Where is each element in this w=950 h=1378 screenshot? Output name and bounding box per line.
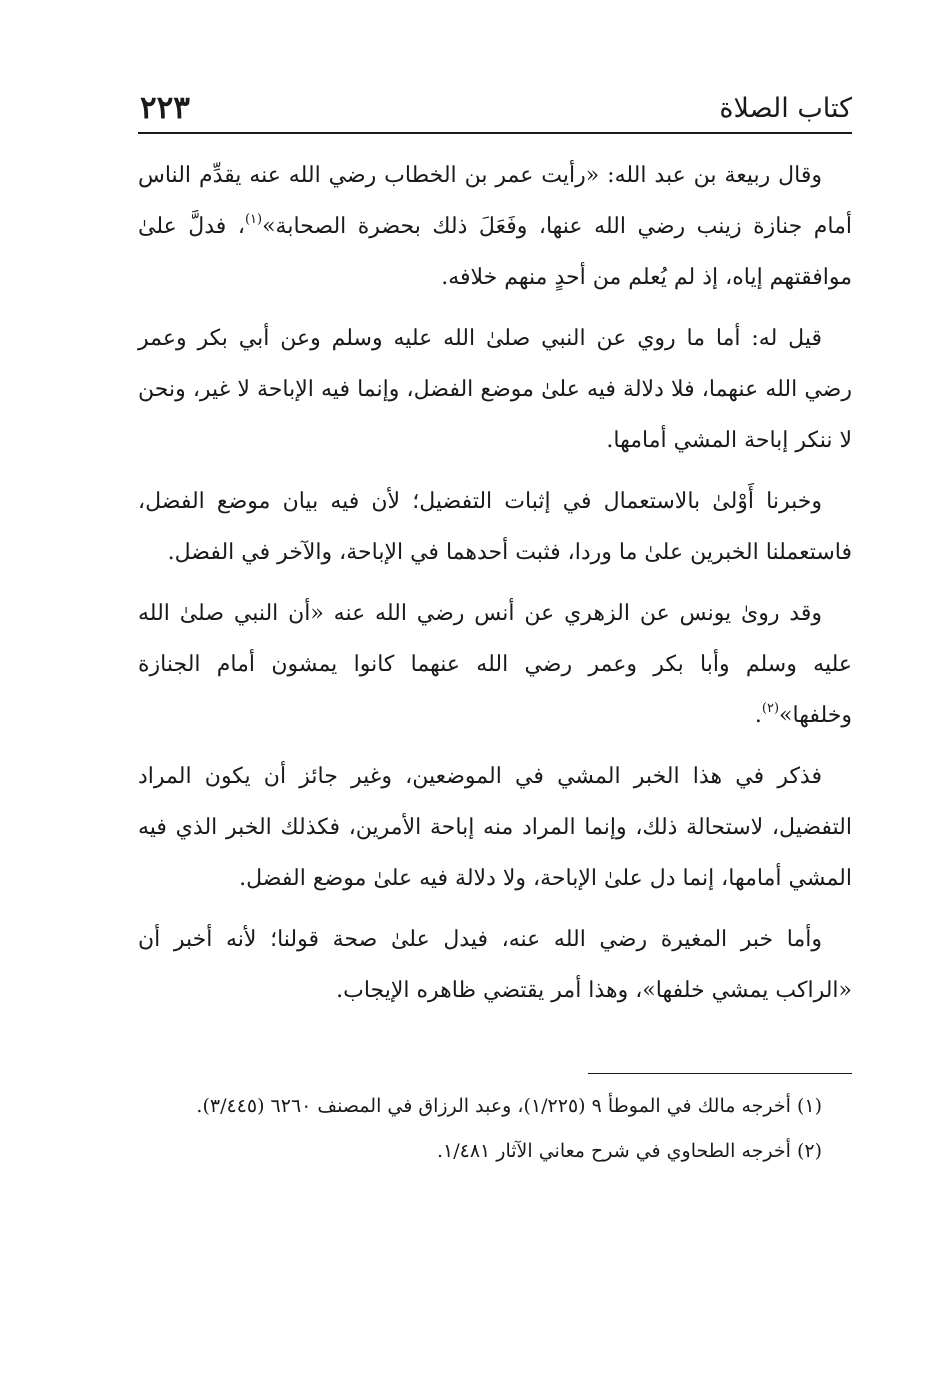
footnote-ref-2[interactable]: (٢) bbox=[761, 701, 780, 716]
paragraph-5: فذكر في هذا الخبر المشي في الموضعين، وغير جائز أن يكون المراد التفضيل، لاستحالة ذلك، وإنما المراد منه إباحة الأمرين، فكذلك الخبر الذي فيه المشي أمامها، إنما دل علىٰ الإباحة، ولا دلالة فيه علىٰ موضع الفضل. bbox=[138, 764, 852, 891]
page-header bbox=[138, 86, 852, 134]
chapter-title: كتاب الصلاة bbox=[719, 93, 852, 124]
footnote-ref-1[interactable]: (١) bbox=[244, 212, 263, 227]
paragraph-3: وخبرنا أَوْلىٰ بالاستعمال في إثبات التفضيل؛ لأن فيه بيان موضع الفضل، فاستعملنا الخبرين علىٰ ما وردا، فثبت أحدهما في الإباحة، والآخر في الفضل. bbox=[138, 489, 852, 565]
footnote-divider bbox=[588, 1073, 852, 1074]
paragraph-1: وقال ربيعة بن عبد الله: «رأيت عمر بن الخطاب رضي الله عنه يقدِّم الناس أمام جنازة زينب رضي الله عنها، وفَعَلَ ذلك بحضرة الصحابة»$^{(١)}$، فدلَّ علىٰ موافقتهم إياه، إذ لم يُعلم من أحدٍ منهم خلافه. bbox=[138, 163, 852, 290]
main-text bbox=[138, 150, 852, 1026]
paragraph-6: وأما خبر المغيرة رضي الله عنه، فيدل علىٰ صحة قولنا؛ لأنه أخبر أن «الراكب يمشي خلفها»، وهذا أمر يقتضي ظاهره الإيجاب. bbox=[138, 927, 852, 1003]
paragraph-2: قيل له: أما ما روي عن النبي صلىٰ الله عليه وسلم وعن أبي بكر وعمر رضي الله عنهما، فلا دلالة فيه علىٰ موضع الفضل، وإنما فيه الإباحة لا غير، ونحن لا ننكر إباحة المشي أمامها. bbox=[138, 326, 852, 453]
footnote-1: (١) أخرجه مالك في الموطأ ٩ (١/٢٢٥)، وعبد الرزاق في المصنف ٦٢٦٠ (٣/٤٤٥). bbox=[196, 1095, 822, 1117]
footnotes bbox=[138, 1088, 852, 1178]
footnote-2: (٢) أخرجه الطحاوي في شرح معاني الآثار ١/٤٨١. bbox=[436, 1140, 822, 1162]
page-number: ٢٢٣ bbox=[140, 90, 190, 126]
paragraph-4: وقد روىٰ يونس عن الزهري عن أنس رضي الله عنه «أن النبي صلىٰ الله عليه وسلم وأبا بكر وعمر رضي الله عنهما كانوا يمشون أمام الجنازة وخلفها»$^{(٢)}$. bbox=[138, 601, 852, 728]
